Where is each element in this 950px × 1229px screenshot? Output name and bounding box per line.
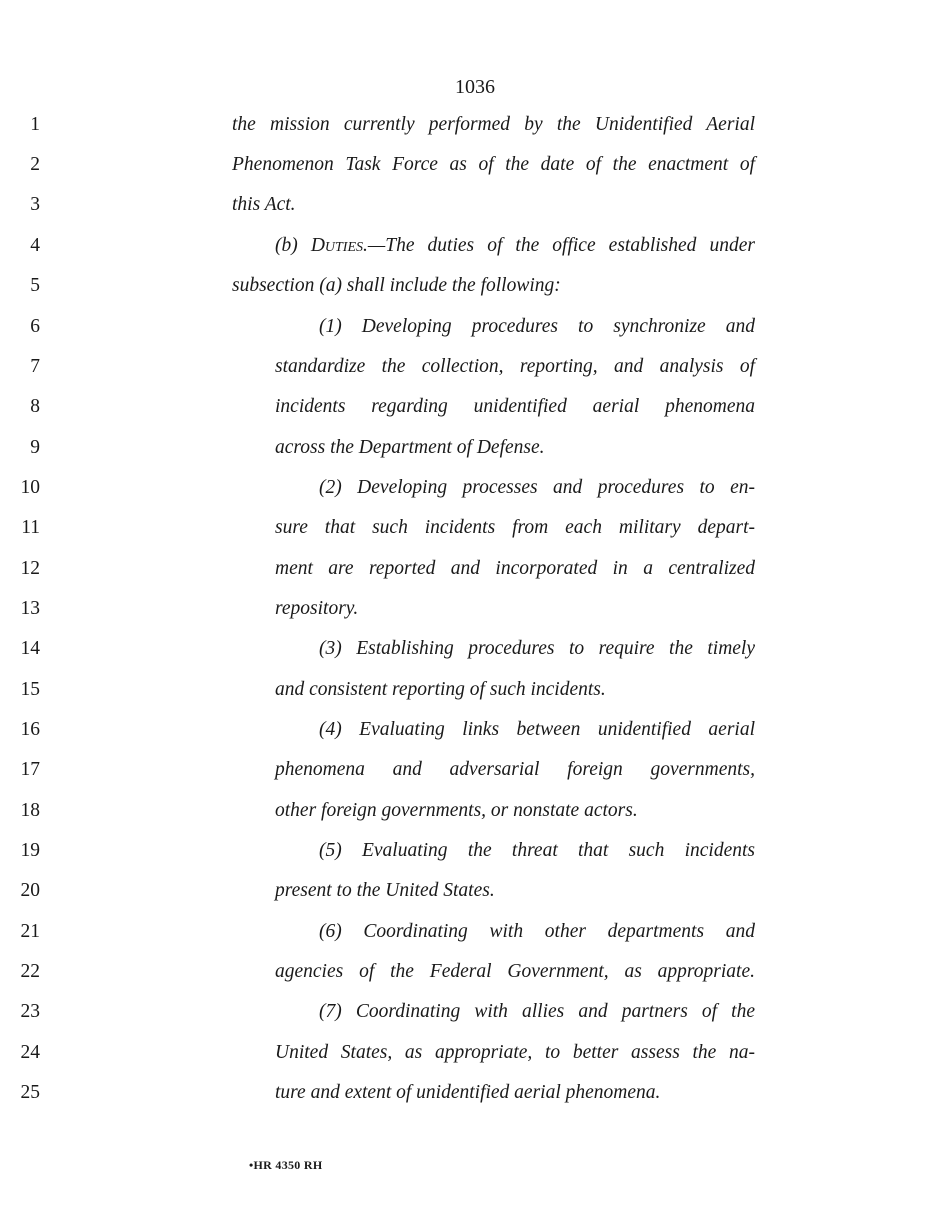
line-number: 19 [20,840,40,861]
line-number: 18 [20,800,40,821]
line-number: 9 [30,437,40,458]
line-text: this Act. [232,194,296,215]
text-line [0,715,950,755]
text-line [0,594,950,634]
subsection-label: (b) [275,235,311,256]
text-line [0,957,950,997]
line-number: 1 [30,114,40,135]
text-line [0,352,950,392]
line-number: 11 [21,517,40,538]
line-number: 24 [20,1042,40,1063]
line-number: 7 [30,356,40,377]
line-number: 8 [30,396,40,417]
line-number: 21 [20,921,40,942]
text-line [0,755,950,795]
text-line [0,271,950,311]
line-text: the mission currently performed by the Unidentified Aerial [232,114,755,135]
text-line [0,473,950,513]
line-text: incidents regarding unidentified aerial phenomena [275,396,755,417]
bill-identifier-footer: •HR 4350 RH [249,1158,323,1172]
line-text: Phenomenon Task Force as of the date of the enactment of [232,154,755,175]
line-number: 3 [30,194,40,215]
line-number: 23 [20,1001,40,1022]
line-text: ture and extent of unidentified aerial phenomena. [275,1082,661,1103]
line-number: 14 [20,638,40,659]
text-line [0,554,950,594]
line-text: (6) Coordinating with other departments and [319,921,755,942]
text-line [0,675,950,715]
line-number: 4 [30,235,40,256]
line-number: 2 [30,154,40,175]
line-text: present to the United States. [275,880,495,901]
line-number: 6 [30,316,40,337]
line-text: agencies of the Federal Government, as appropriate. [275,961,755,982]
text-line [0,876,950,916]
text-line [0,312,950,352]
text-line [0,110,950,150]
line-text: (3) Establishing procedures to require the timely [319,638,755,659]
line-text: (1) Developing procedures to synchronize and [319,316,755,337]
line-text: (5) Evaluating the threat that such incidents [319,840,755,861]
line-number: 15 [20,679,40,700]
line-text: other foreign governments, or nonstate actors. [275,800,638,821]
text-line [0,997,950,1037]
line-text: (2) Developing processes and procedures to en- [319,477,755,498]
line-number: 22 [20,961,40,982]
subsection-heading: Duties [310,235,364,256]
line-number: 17 [20,759,40,780]
text-line [0,1078,950,1118]
subsection-heading-line [275,231,755,261]
line-number: 12 [20,558,40,579]
line-text: and consistent reporting of such incidents. [275,679,606,700]
line-number: 5 [30,275,40,296]
line-text: (7) Coordinating with allies and partners of the [319,1001,755,1022]
text-line [0,917,950,957]
line-text: (4) Evaluating links between unidentified aerial [319,719,755,740]
text-line [0,231,950,271]
text-line [0,1038,950,1078]
line-text: sure that such incidents from each military depart- [275,517,755,538]
line-number: 25 [20,1082,40,1103]
line-text: standardize the collection, reporting, and analysis of [275,356,755,377]
line-text: across the Department of Defense. [275,437,545,458]
line-text: .—The duties of the office established under [363,235,755,256]
text-line [0,836,950,876]
line-text: subsection (a) shall include the following: [232,275,561,296]
text-line [0,150,950,190]
line-number: 16 [20,719,40,740]
text-line [0,513,950,553]
line-number: 20 [20,880,40,901]
line-text: United States, as appropriate, to better assess the na- [275,1042,755,1063]
text-line [0,190,950,230]
line-number: 13 [20,598,40,619]
line-number: 10 [20,477,40,498]
line-text: phenomena and adversarial foreign governments, [275,759,755,780]
line-text: repository. [275,598,359,619]
line-text: ment are reported and incorporated in a centralized [275,558,755,579]
text-line [0,392,950,432]
text-line [0,796,950,836]
text-line [0,634,950,674]
text-line [0,433,950,473]
page-number: 1036 [455,76,495,98]
